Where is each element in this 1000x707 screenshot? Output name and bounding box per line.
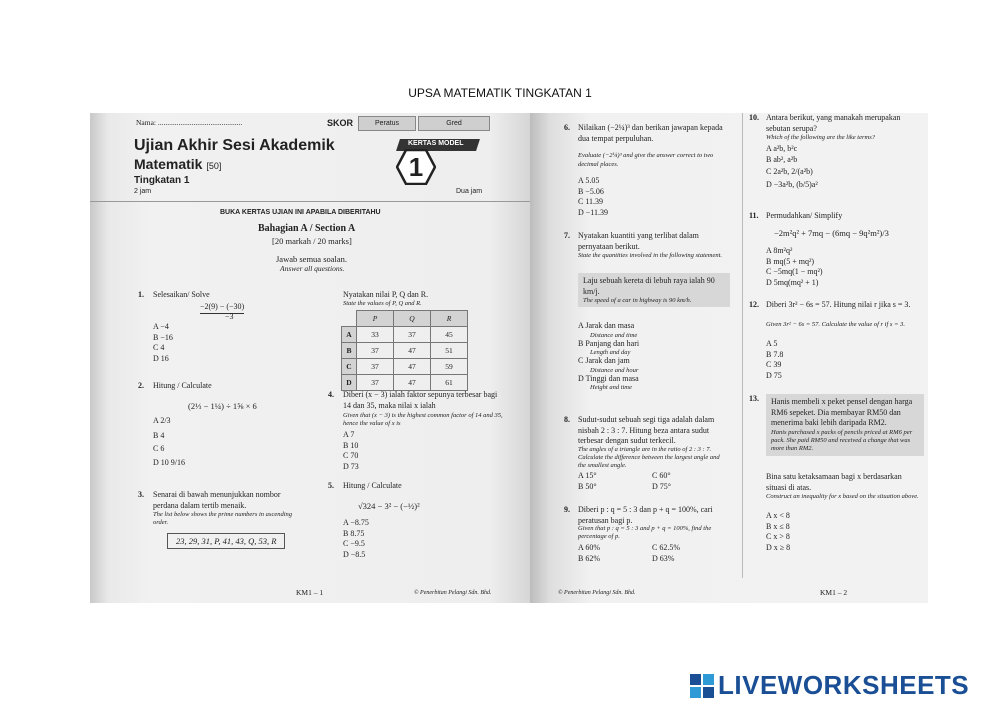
- q1-numerator: −2(9) − (−30): [200, 302, 244, 314]
- row-label: D: [342, 375, 357, 391]
- q7-text: Nyatakan kuantiti yang terlibat dalam pernyataan berikut.: [578, 231, 699, 251]
- q7-option-c[interactable]: C Jarak dan jam: [578, 356, 630, 365]
- skor-label: SKOR: [327, 118, 354, 128]
- q3-answer-table: [341, 310, 468, 391]
- q12-text-en: Given 3r² − 6s = 57. Calculate the value of r if s = 3.: [766, 321, 905, 328]
- q5-option-d[interactable]: D −8.5: [343, 549, 366, 559]
- peratus-box: Peratus: [358, 116, 416, 131]
- q6-option-d[interactable]: D −11.39: [578, 207, 608, 217]
- q7-option-c-en: Distance and hour: [590, 366, 639, 374]
- q1-denominator: −3: [225, 312, 234, 321]
- q10-option-a[interactable]: A a²b, b²c: [766, 144, 798, 153]
- q4-text-en: Given that (x − 3) is the highest common factor of 14 and 35, hence the value of x is: [343, 412, 503, 427]
- table-row[interactable]: [342, 375, 468, 391]
- q9-option-d[interactable]: D 63%: [652, 553, 675, 563]
- table-cell: 37: [357, 343, 394, 359]
- q13-option-a[interactable]: A x < 8: [766, 511, 790, 520]
- q8-text: Sudut-sudut sebuah segi tiga adalah dalam nisbah 2 : 3 : 7. Hitung beza antara sudut terbesar dengan sudut terkecil.: [578, 415, 715, 445]
- footer-page-right: KM1 – 2: [820, 588, 848, 597]
- q2-option-c[interactable]: C 6: [153, 444, 165, 453]
- table-header-q: Q: [394, 311, 431, 327]
- q1-text: Selesaikan/ Solve: [153, 290, 210, 299]
- q7-number: 7.: [564, 231, 570, 240]
- q9-option-a[interactable]: A 60%: [578, 543, 600, 552]
- q13-option-d[interactable]: D x ≥ 8: [766, 542, 791, 552]
- q3-text: Senarai di bawah menunjukkan nombor perdana dalam tertib menaik.: [153, 490, 281, 510]
- q12-option-d[interactable]: D 75: [766, 370, 782, 380]
- q9-option-b[interactable]: B 62%: [578, 553, 600, 563]
- table-cell: 47: [394, 343, 431, 359]
- row-label: A: [342, 327, 357, 343]
- table-row[interactable]: [342, 327, 468, 343]
- gred-box: Gred: [418, 116, 490, 131]
- table-row[interactable]: [342, 343, 468, 359]
- section-marks: [20 markah / 20 marks]: [272, 236, 352, 246]
- q3-prime-list: 23, 29, 31, P, 41, 43, Q, 53, R: [167, 533, 285, 549]
- q8-option-b[interactable]: B 50°: [578, 481, 597, 491]
- exam-title: Ujian Akhir Sesi Akademik: [134, 137, 335, 154]
- q10-text-en: Which of the following are the like terms?: [766, 134, 875, 141]
- header-divider: [90, 201, 530, 202]
- q1-number: 1.: [138, 290, 144, 299]
- total-marks: [50]: [206, 161, 222, 171]
- q4-option-a[interactable]: A 7: [343, 430, 355, 439]
- liveworksheets-logo-icon: [690, 674, 714, 698]
- table-cell: 37: [357, 359, 394, 375]
- q2-text: Hitung / Calculate: [153, 381, 212, 390]
- q6-number: 6.: [564, 123, 570, 132]
- q12-option-c[interactable]: C 39: [766, 360, 782, 369]
- q10-number: 10.: [749, 113, 759, 122]
- exam-paper-image: [90, 113, 928, 603]
- row-label: C: [342, 359, 357, 375]
- q12-option-b[interactable]: B 7.8: [766, 349, 784, 359]
- left-page: [90, 113, 530, 603]
- name-line: Nama: .............................................: [136, 118, 243, 127]
- q7-statement-en: The speed of a car in highway is 90 km/h.: [583, 297, 692, 304]
- q3-number: 3.: [138, 490, 144, 499]
- model-label: KERTAS MODEL: [408, 140, 464, 147]
- q9-text: Diberi p : q = 5 : 3 dan p + q = 100%, cari peratusan bagi p.: [578, 505, 713, 525]
- q10-text: Antara berikut, yang manakah merupakan sebutan serupa?: [766, 113, 901, 133]
- table-cell: 47: [394, 359, 431, 375]
- instruction-answer-en: Answer all questions.: [280, 264, 345, 273]
- table-cell: 37: [357, 375, 394, 391]
- q12-number: 12.: [749, 300, 759, 309]
- footer-publisher-left: © Penerbitan Pelangi Sdn. Bhd.: [414, 590, 492, 596]
- q1-option-a[interactable]: A −4: [153, 322, 169, 331]
- page-title: UPSA MATEMATIK TINGKATAN 1: [408, 86, 592, 100]
- q11-option-c[interactable]: C −5mq(1 − mq²): [766, 267, 823, 276]
- q1-option-b[interactable]: B −16: [153, 332, 173, 342]
- q11-text: Permudahkan/ Simplify: [766, 211, 843, 220]
- q5-option-b[interactable]: B 8.75: [343, 528, 365, 538]
- column-divider: [742, 113, 743, 578]
- q2-expression: (2⅓ − 1¼) ÷ 1⅝ × 6: [188, 401, 257, 411]
- q3b-text: Nyatakan nilai P, Q dan R.: [343, 290, 429, 299]
- q6-option-b[interactable]: B −5.06: [578, 186, 604, 196]
- q13-option-b[interactable]: B x ≤ 8: [766, 521, 790, 531]
- liveworksheets-logo[interactable]: [690, 670, 969, 701]
- q8-number: 8.: [564, 415, 570, 424]
- q3b-text-en: State the values of P, Q and R.: [343, 300, 422, 307]
- q5-text: Hitung / Calculate: [343, 481, 402, 490]
- q11-option-b[interactable]: B mq(5 + mq²): [766, 256, 815, 266]
- q10-option-b[interactable]: B ab², a²b: [766, 154, 798, 164]
- q5-option-c[interactable]: C −9.5: [343, 539, 365, 548]
- table-cell: 47: [394, 375, 431, 391]
- q10-option-c[interactable]: C 2a²b, 2/(a²b): [766, 167, 813, 176]
- q1-option-d[interactable]: D 16: [153, 353, 169, 363]
- q3-text-en: The list below shows the prime numbers in ascending order.: [153, 511, 293, 526]
- duration-short: 2 jam: [134, 188, 152, 195]
- q4-option-c[interactable]: C 70: [343, 451, 359, 460]
- q12-option-a[interactable]: A 5: [766, 339, 778, 348]
- liveworksheets-wordmark: LIVEWORKSHEETS: [718, 670, 970, 700]
- q11-number: 11.: [749, 211, 759, 220]
- duration-long: Dua jam: [456, 188, 483, 195]
- model-number: 1: [408, 152, 424, 182]
- q5-number: 5.: [328, 481, 334, 490]
- q1-option-c[interactable]: C 4: [153, 343, 165, 352]
- table-cell: 37: [394, 327, 431, 343]
- q13-text-en: Construct an inequality for x based on the situation above.: [766, 493, 919, 500]
- table-row[interactable]: [342, 359, 468, 375]
- subject-name: Matematik: [134, 156, 203, 172]
- table-header-r: R: [431, 311, 468, 327]
- q8-text-en: The angles of a triangle are in the ratio of 2 : 3 : 7. Calculate the difference between the largest angle and the smallest angle.: [578, 446, 720, 469]
- instruction-answer: Jawab semua soalan.: [276, 254, 348, 264]
- q13-situation-en: Hanis purchased x packs of pencils priced at RM6 per pack. She paid RM50 and received a change that was more than RM2.: [771, 428, 913, 452]
- footer-page-left: KM1 – 1: [296, 588, 324, 597]
- table-header-p: P: [357, 311, 394, 327]
- q5-expression: √324 − 3² − (−½)²: [358, 501, 420, 511]
- form-level: Tingkatan 1: [134, 175, 190, 186]
- q7-option-d[interactable]: D Tinggi dan masa: [578, 373, 639, 383]
- table-cell: 33: [357, 327, 394, 343]
- q6-text: Nilaikan (−2¼)³ dan berikan jawapan kepada dua tempat perpuluhan.: [578, 123, 723, 143]
- table-cell: 61: [431, 375, 468, 391]
- q9-option-c[interactable]: C 62.5%: [652, 543, 680, 552]
- footer-publisher-right: © Penerbitan Pelangi Sdn. Bhd.: [558, 590, 636, 596]
- q7-option-b[interactable]: B Panjang dan hari: [578, 338, 640, 348]
- q2-option-a[interactable]: A 2/3: [153, 416, 171, 425]
- q7-option-a[interactable]: A Jarak dan masa: [578, 321, 635, 330]
- section-title: Bahagian A / Section A: [258, 223, 356, 234]
- q7-option-d-en: Height and time: [590, 384, 632, 391]
- q4-text: Diberi (x − 3) ialah faktor sepunya terbesar bagi 14 dan 35, maka nilai x ialah: [343, 390, 498, 410]
- q7-statement: Laju sebuah kereta di lebuh raya ialah 90 km/j.: [583, 276, 715, 296]
- q4-number: 4.: [328, 390, 334, 399]
- q7-option-b-en: Length and day: [590, 349, 631, 356]
- q13-number: 13.: [749, 394, 759, 403]
- q13-situation: Hanis membeli x peket pensel dengan harga RM6 sepeket. Dia membayar RM50 dan menerima baki lebih daripada RM2.: [771, 397, 913, 427]
- q7-text-en: State the quantities involved in the following statement.: [578, 252, 723, 259]
- q4-option-b[interactable]: B 10: [343, 440, 359, 450]
- q6-option-a[interactable]: A 5.05: [578, 176, 600, 185]
- q8-option-d[interactable]: D 75°: [652, 481, 671, 491]
- q11-option-a[interactable]: A 8m²q²: [766, 246, 793, 255]
- q8-option-c[interactable]: C 60°: [652, 471, 671, 480]
- q4-option-d[interactable]: D 73: [343, 461, 359, 471]
- q13-situation-box: [766, 394, 924, 456]
- q10-option-d[interactable]: D −3a²b, (b/5)a²: [766, 179, 818, 189]
- q13-text: Bina satu ketaksamaan bagi x berdasarkan situasi di atas.: [766, 472, 902, 492]
- table-cell: 59: [431, 359, 468, 375]
- q9-text-en: Given that p : q = 5 : 3 and p + q = 100%, find the percentage of p.: [578, 525, 712, 540]
- q2-number: 2.: [138, 381, 144, 390]
- q7-statement-box: [578, 273, 730, 307]
- q6-text-en: Evaluate (−2¼)³ and give the answer correct to two decimal places.: [578, 152, 714, 168]
- subject-title: [134, 156, 221, 172]
- q7-option-a-en: Distance and time: [590, 331, 638, 339]
- q2-option-b[interactable]: B 4: [153, 430, 165, 440]
- right-page: [530, 113, 928, 603]
- q9-number: 9.: [564, 505, 570, 514]
- q6-option-c[interactable]: C 11.39: [578, 197, 604, 206]
- q5-option-a[interactable]: A −8.75: [343, 518, 369, 527]
- q11-expression: −2m²q² + 7mq − (6mq − 9q²m²)/3: [774, 228, 889, 238]
- table-cell: 45: [431, 327, 468, 343]
- instruction-open: BUKA KERTAS UJIAN INI APABILA DIBERITAHU: [220, 209, 381, 216]
- q2-option-d[interactable]: D 10 9/16: [153, 457, 185, 467]
- table-cell: 51: [431, 343, 468, 359]
- q12-text: Diberi 3r² − 6s = 57. Hitung nilai r jika s = 3.: [766, 300, 911, 309]
- row-label: B: [342, 343, 357, 359]
- q11-option-d[interactable]: D 5mq(mq² + 1): [766, 277, 819, 287]
- q8-option-a[interactable]: A 15°: [578, 471, 597, 480]
- q13-option-c[interactable]: C x > 8: [766, 532, 790, 541]
